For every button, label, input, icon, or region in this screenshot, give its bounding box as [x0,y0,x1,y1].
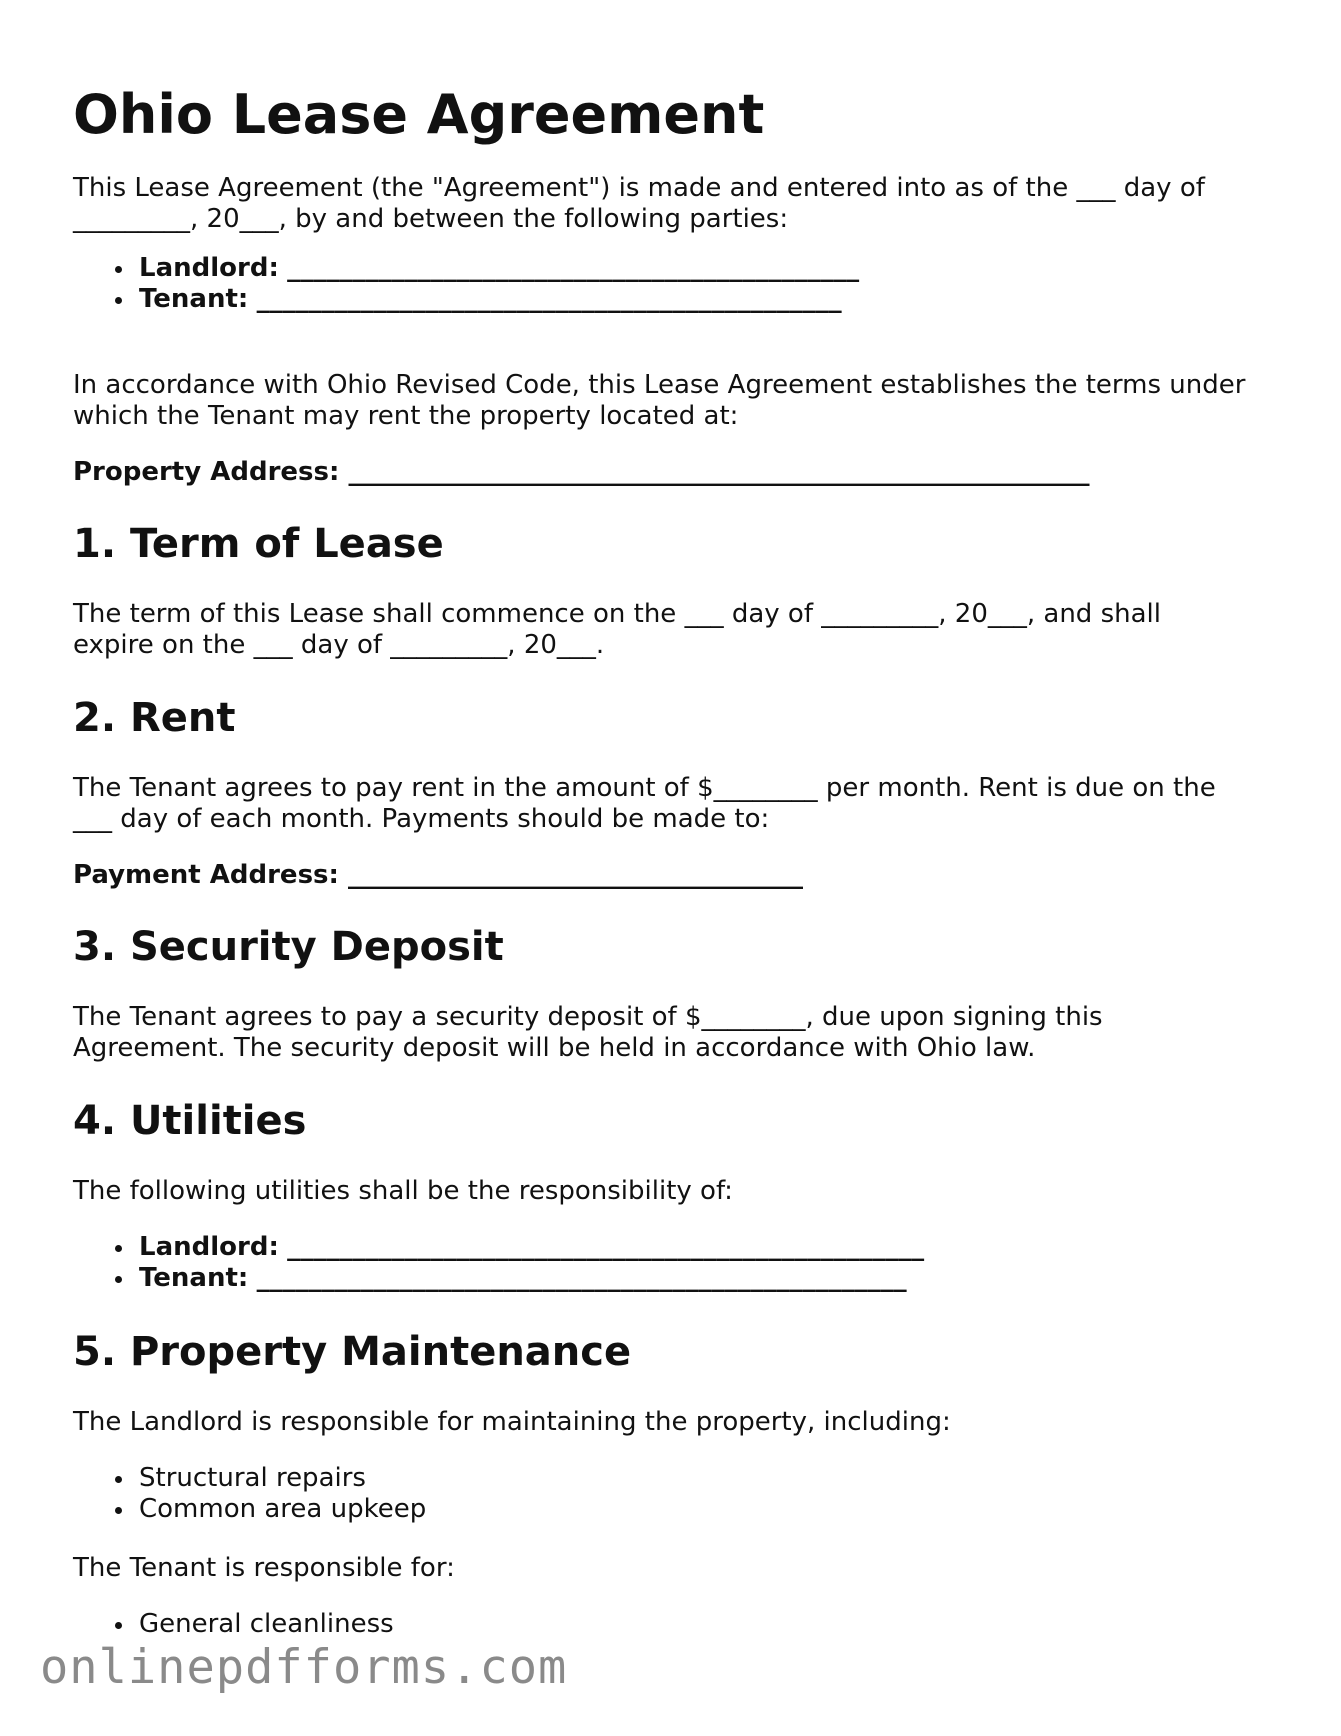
party-tenant-blank: _____________________________________________ [256,284,842,314]
list-item [139,1232,924,1263]
rent-line-2: ___ day of each month. Payments should be made to: [73,804,770,834]
list-item: Common area upkeep [139,1494,427,1524]
list-item: Structural repairs [139,1463,426,1494]
accordance-line-2: which the Tenant may rent the property located at: [73,401,739,431]
section-term-heading: 1. Term of Lease [73,521,444,567]
watermark-text: onlinepdfforms.com [40,1640,568,1695]
list-item [139,253,859,284]
term-paragraph [73,599,1273,661]
party-tenant-label: Tenant: [139,284,249,314]
accordance-line-1: In accordance with Ohio Revised Code, this Lease Agreement establishes the terms under [73,370,1246,400]
list-item: General cleanliness [139,1609,394,1639]
maintenance-landlord-list [73,1463,426,1525]
utilities-list [73,1232,924,1294]
term-line-1: The term of this Lease shall commence on the ___ day of _________, 20___, and shall [73,599,1161,629]
payment-address-line [73,860,1273,891]
section-deposit-heading: 3. Security Deposit [73,924,504,970]
term-line-2: expire on the ___ day of _________, 20___. [73,630,605,660]
section-utilities-heading: 4. Utilities [73,1098,307,1144]
maintenance-landlord-text: The Landlord is responsible for maintaining the property, including: [73,1407,951,1437]
parties-list [73,253,859,315]
utilities-tenant-blank: __________________________________________________ [256,1263,907,1293]
property-address-line [73,457,1273,488]
document-title: Ohio Lease Agreement [73,83,765,146]
maintenance-tenant-text: The Tenant is responsible for: [73,1553,455,1583]
list-item [139,284,859,315]
payment-address-blank: ___________________________________ [347,860,803,890]
utilities-intro: The following utilities shall be the responsibility of: [73,1176,733,1206]
deposit-line-1: The Tenant agrees to pay a security deposit of $________, due upon signing this [73,1002,1103,1032]
payment-address-label: Payment Address: [73,860,339,890]
intro-paragraph [73,173,1273,235]
rent-paragraph [73,773,1273,835]
deposit-line-2: Agreement. The security deposit will be held in accordance with Ohio law. [73,1033,1036,1063]
section-maintenance-heading: 5. Property Maintenance [73,1329,632,1375]
rent-line-1: The Tenant agrees to pay rent in the amount of $________ per month. Rent is due on the [73,773,1216,803]
utilities-tenant-label: Tenant: [139,1263,249,1293]
intro-line-1: This Lease Agreement (the "Agreement") is made and entered into as of the ___ day of [73,173,1205,203]
utilities-landlord-label: Landlord: [139,1232,279,1262]
list-item [139,1263,924,1294]
party-landlord-blank: ____________________________________________ [287,253,860,283]
deposit-paragraph [73,1002,1273,1064]
property-address-blank: _________________________________________________________ [348,457,1090,487]
party-landlord-label: Landlord: [139,253,279,283]
utilities-landlord-blank: _________________________________________________ [287,1232,925,1262]
maintenance-tenant-list [73,1609,394,1640]
section-rent-heading: 2. Rent [73,695,236,741]
intro-line-2: _________, 20___, by and between the following parties: [73,204,789,234]
accordance-paragraph [73,370,1273,432]
property-address-label: Property Address: [73,457,340,487]
